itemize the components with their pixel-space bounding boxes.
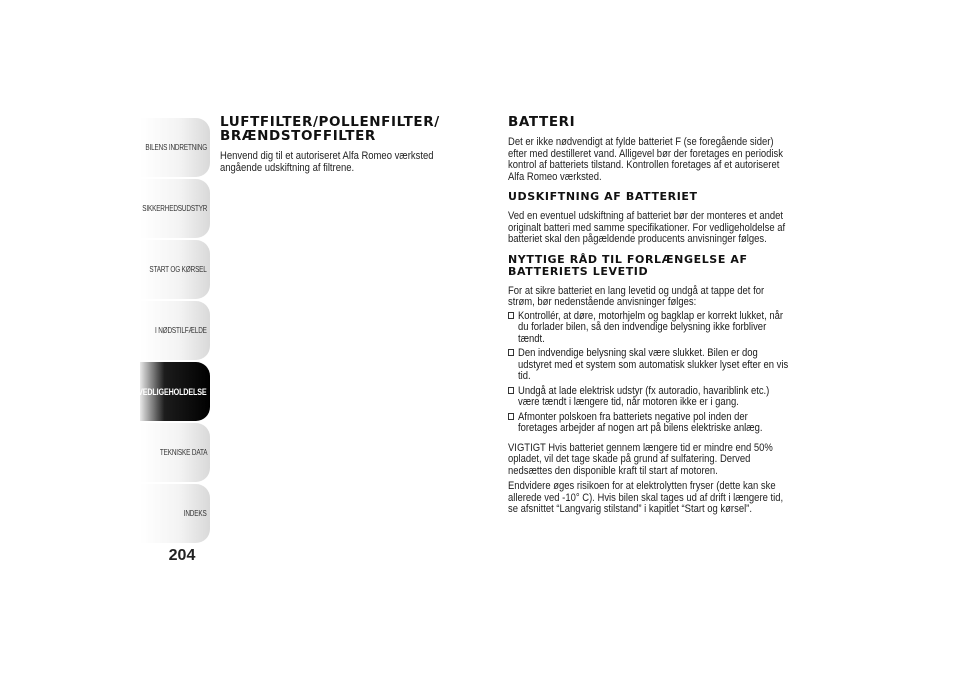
battery-intro xyxy=(508,137,790,183)
checkbox-bullet-icon xyxy=(508,349,514,356)
important-note xyxy=(508,443,790,478)
checkbox-bullet-icon xyxy=(508,413,514,420)
tab-bilens-indretning[interactable] xyxy=(140,118,210,177)
list-item xyxy=(508,311,790,346)
tab-vedligeholdelse[interactable] xyxy=(140,362,210,421)
filter-text xyxy=(220,151,465,174)
tips-heading-line1: NYTTIGE RÅD TIL FORLÆNGELSE AF xyxy=(508,252,748,266)
tab-tekniske-data[interactable] xyxy=(140,423,210,482)
filter-heading xyxy=(220,115,465,143)
important-note-text: VIGTIGT Hvis batteriet gennem længere tid er mindre end 50% opladet, vil det tage skade på grund af sulfatering. Derved nedsættes den disponible kraft til start af motoren. xyxy=(508,441,773,477)
tab-indeks[interactable] xyxy=(140,484,210,543)
replace-text xyxy=(508,211,790,246)
tab-i-nodstilfaelde[interactable] xyxy=(140,301,210,360)
frost-note xyxy=(508,481,790,516)
replace-heading: UDSKIFTNING AF BATTERIET xyxy=(508,190,698,203)
tab-label: VEDLIGEHOLDELSE xyxy=(138,386,207,397)
battery-intro-text: Det er ikke nødvendigt at fylde batteriet F (se foregående sider) efter med destilleret vand. Alligevel bør der foretages en periodisk kontrol af batteriets tilstand. Kontrollen foretages af et autoriseret Alfa Romeo værksted. xyxy=(508,136,784,183)
checkbox-bullet-icon xyxy=(508,387,514,394)
checkbox-bullet-icon xyxy=(508,312,514,319)
tab-start-og-korsel[interactable] xyxy=(140,240,210,299)
frost-note-text: Endvidere øges risikoen for at elektrolytten fryser (dette kan ske allerede ved -10° C). Hvis bilen skal tages ud af drift i længere tid, se afsnittet “Langvarig stilstand” i kapitlet “Start og kørsel”. xyxy=(508,480,784,515)
list-item xyxy=(508,412,790,435)
battery-section xyxy=(508,115,790,516)
tip-text: Kontrollér, at døre, motorhjelm og bagklap er korrekt lukket, når du forlader bilen, så den indvendige belysning ikke forbliver tændt. xyxy=(518,309,784,345)
tab-label: I NØDSTILFÆLDE xyxy=(155,326,207,335)
tip-text: Den indvendige belysning skal være slukket. Bilen er dog udstyret med et system som automatisk slukker lyset efter en vis tid. xyxy=(518,347,789,382)
tab-label: TEKNISKE DATA xyxy=(159,448,207,457)
filter-heading-line2: BRÆNDSTOFFILTER xyxy=(220,128,376,144)
tab-label: BILENS INDRETNING xyxy=(145,143,207,152)
tip-text: Undgå at lade elektrisk udstyr (fx autoradio, havariblink etc.) være tændt i længere tid, når motoren ikke er i gang. xyxy=(518,384,770,408)
tips-intro xyxy=(508,286,790,309)
tips-intro-text: For at sikre batteriet en lang levetid og undgå at tappe det for strøm, bør nedenstående anvisninger følges: xyxy=(508,284,765,308)
tips-heading xyxy=(508,254,790,278)
tips-heading-line2: BATTERIETS LEVETID xyxy=(508,264,649,278)
tab-label: INDEKS xyxy=(184,509,207,518)
filter-section xyxy=(220,115,465,174)
tab-sikkerhedsudstyr[interactable] xyxy=(140,179,210,238)
replace-text-body: Ved en eventuel udskiftning af batteriet bør der monteres et andet originalt batteri med samme specifikationer. For vedligeholdelse af batteriet skal den pågældende producents anvisninger følges. xyxy=(508,210,786,245)
filter-text-body: Henvend dig til et autoriseret Alfa Romeo værksted angående udskiftning af filtrene. xyxy=(220,150,434,174)
list-item xyxy=(508,348,790,383)
chapter-tabs xyxy=(140,118,210,545)
filter-heading-line1: LUFTFILTER/POLLENFILTER/ xyxy=(220,114,440,130)
tips-list xyxy=(508,311,790,435)
tab-label: SIKKERHEDSUDSTYR xyxy=(141,204,207,213)
list-item xyxy=(508,386,790,409)
tab-label: START OG KØRSEL xyxy=(149,265,207,274)
battery-heading: BATTERI xyxy=(508,114,576,130)
page-number: 204 xyxy=(168,547,196,564)
tip-text: Afmonter polskoen fra batteriets negative pol inden der foretages arbejder af nogen art på bilens elektriske anlæg. xyxy=(518,410,763,434)
